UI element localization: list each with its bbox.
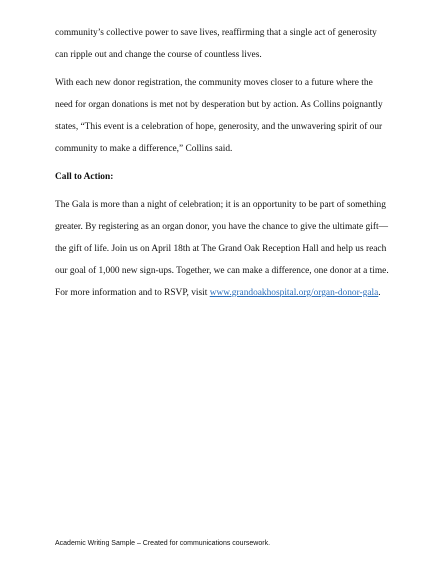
paragraph-collective-power: community’s collective power to save lives, reaffirming that a single act of generosity can ripple out and change the course of countless lives.: [55, 28, 377, 60]
document-body: [55, 22, 391, 310]
rsvp-link[interactable]: www.grandoakhospital.org/organ-donor-gala: [209, 288, 379, 298]
paragraph-call-to-action-text: The Gala is more than a night of celebration; it is an opportunity to be part of something greater. By registering as an organ donor, you have the chance to give the ultimate gift—the gift of life. Join us on April 18th at The Grand Oak Reception Hall and help us reach our goal of 1,000 new sign-ups. Together, we can make a difference, one donor at a time. For more information and to RSVP, visit: [55, 200, 389, 298]
paragraph-call-to-action: [55, 194, 391, 304]
paragraph-donor-registration: With each new donor registration, the community moves closer to a future where the need for organ donations is met not by desperation but by action. As Collins poignantly states, “This event is a celebration of hope, generosity, and the unwavering spirit of our community to make a difference,” Collins said.: [55, 78, 383, 154]
call-to-action-heading: Call to Action:: [55, 172, 114, 182]
paragraph-call-to-action-end: .: [378, 288, 381, 298]
page-footer: Academic Writing Sample – Created for communications coursework.: [55, 540, 271, 547]
